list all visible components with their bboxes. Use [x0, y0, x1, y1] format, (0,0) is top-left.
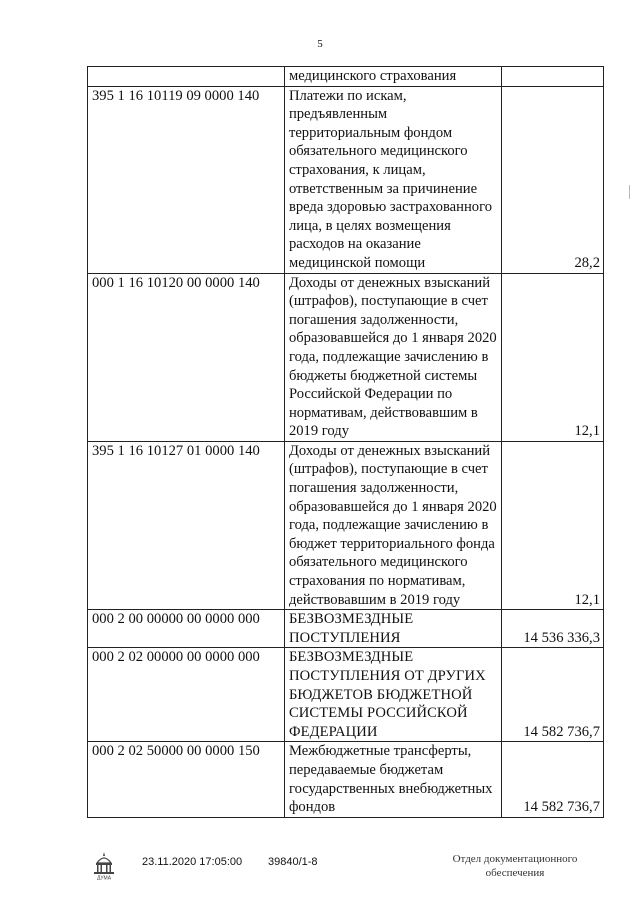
- table-row: [88, 441, 604, 609]
- amount-cell: 12,1: [502, 273, 604, 441]
- duma-logo-icon: [90, 850, 118, 880]
- budget-code-cell: 395 1 16 10119 09 0000 140: [88, 86, 285, 273]
- description-cell: Доходы от денежных взысканий (штрафов), поступающие в счет погашения задолженности, образовавшейся до 1 января 2020 года, подлежащие зачислению в бюджеты бюджетной системы Российской Федерации по нормативам, действовавшим в 2019 году: [284, 273, 501, 441]
- revenue-table: [87, 66, 604, 818]
- table-row: [88, 648, 604, 742]
- page-number: 5: [317, 38, 323, 50]
- description-cell: медицинского страхования: [284, 67, 501, 87]
- table-row: [88, 67, 604, 87]
- table-row: [88, 610, 604, 648]
- footer: [0, 846, 640, 896]
- description-cell: БЕЗВОЗМЕЗДНЫЕ ПОСТУПЛЕНИЯ: [284, 610, 501, 648]
- budget-code-cell: [88, 67, 285, 87]
- budget-code-cell: 000 1 16 10120 00 0000 140: [88, 273, 285, 441]
- amount-cell: [502, 67, 604, 87]
- logo-lettering: ДУМА: [96, 875, 112, 880]
- description-cell: Платежи по искам, предъявленным территориальным фондом обязательного медицинского страхования, к лицам, ответственным за причинение вреда здоровью застрахованного лица, в целях возмещения расходов на оказание медицинской помощи: [284, 86, 501, 273]
- table-row: [88, 86, 604, 273]
- amount-cell: 14 582 736,7: [502, 648, 604, 742]
- budget-code-cell: 395 1 16 10127 01 0000 140: [88, 441, 285, 609]
- description-cell: Межбюджетные трансферты, передаваемые бюджетам государственных внебюджетных фондов: [284, 742, 501, 817]
- stamp-line-2: обеспечения: [485, 867, 545, 879]
- amount-cell: 28,2: [502, 86, 604, 273]
- budget-code-cell: 000 2 00 00000 00 0000 000: [88, 610, 285, 648]
- description-cell: Доходы от денежных взысканий (штрафов), поступающие в счет погашения задолженности, образовавшейся до 1 января 2020 года, подлежащие зачислению в бюджет территориального фонда обязательного медицинского страхования по нормативам, действовавшим в 2019 году: [284, 441, 501, 609]
- registration-number: 39840/1-8: [268, 856, 318, 868]
- department-stamp: [440, 852, 590, 880]
- stamp-line-1: Отдел документационного: [452, 853, 578, 865]
- budget-code-cell: 000 2 02 00000 00 0000 000: [88, 648, 285, 742]
- document-datetime: 23.11.2020 17:05:00: [142, 856, 243, 868]
- budget-code-cell: 000 2 02 50000 00 0000 150: [88, 742, 285, 817]
- description-cell: БЕЗВОЗМЕЗДНЫЕ ПОСТУПЛЕНИЯ ОТ ДРУГИХ БЮДЖЕТОВ БЮДЖЕТНОЙ СИСТЕМЫ РОССИЙСКОЙ ФЕДЕРАЦИИ: [284, 648, 501, 742]
- amount-cell: 14 582 736,7: [502, 742, 604, 817]
- margin-mark: [629, 185, 630, 199]
- table-row: [88, 742, 604, 817]
- table-row: [88, 273, 604, 441]
- amount-cell: 12,1: [502, 441, 604, 609]
- amount-cell: 14 536 336,3: [502, 610, 604, 648]
